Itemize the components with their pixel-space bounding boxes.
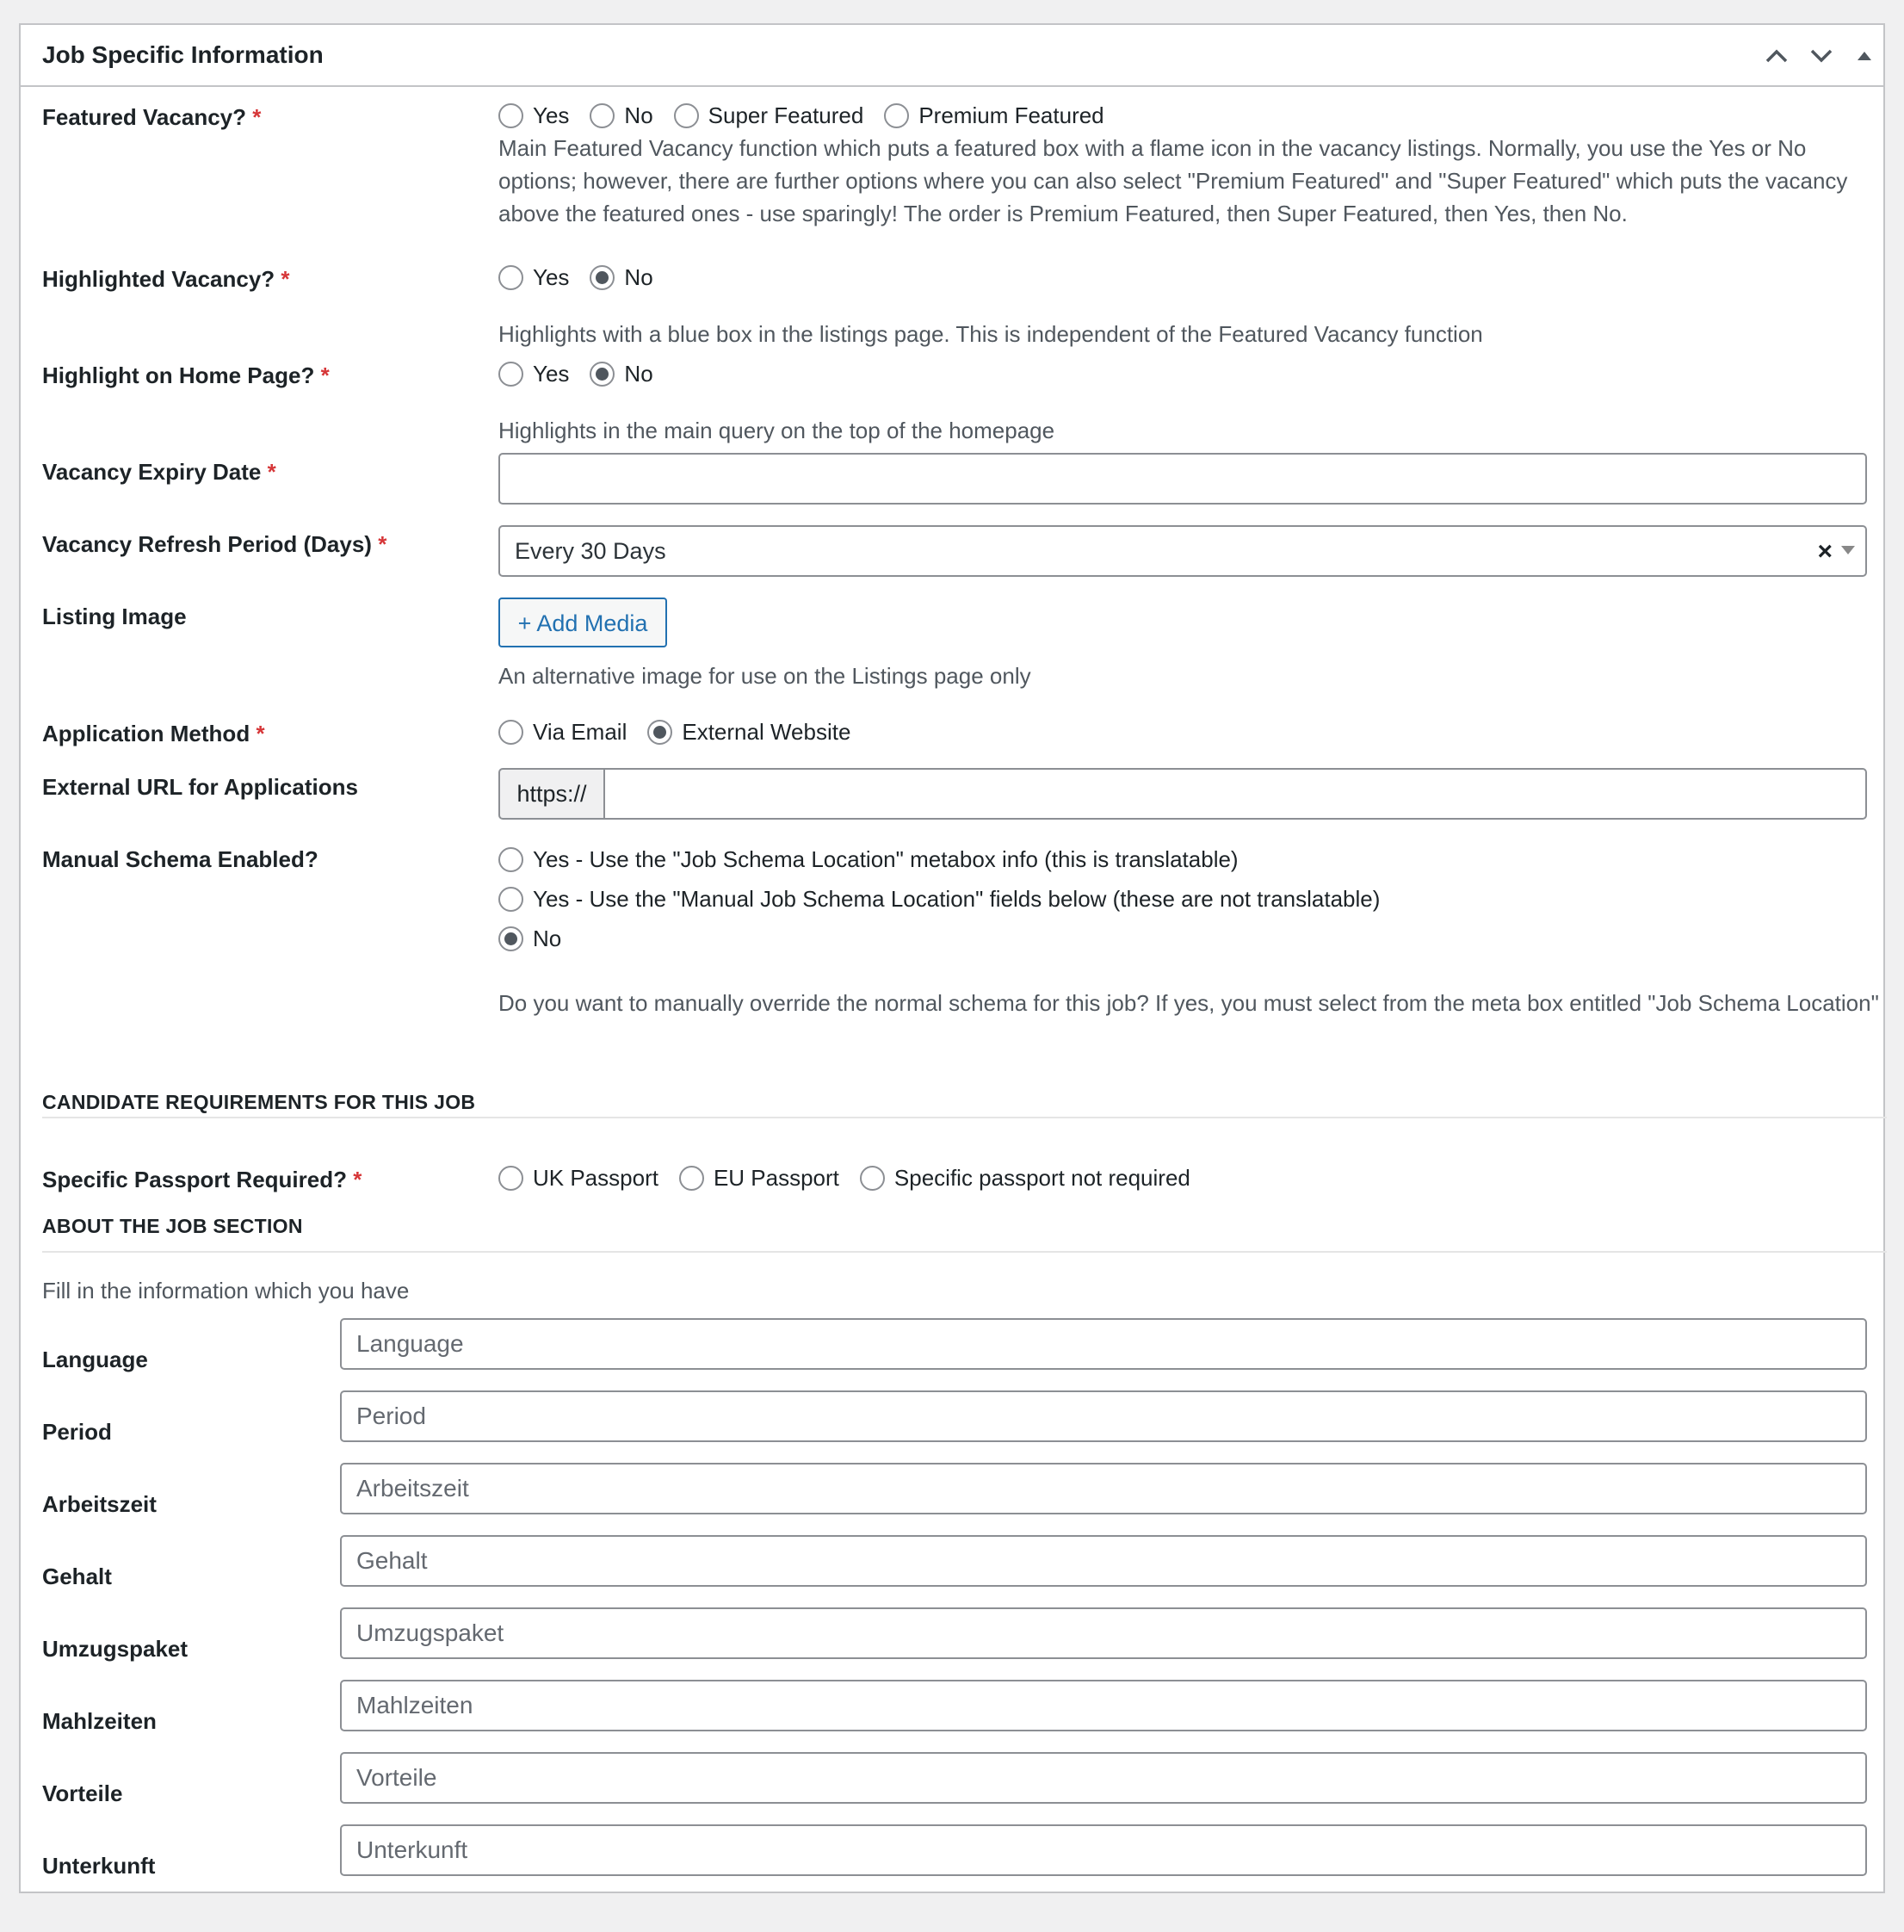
radio-button[interactable] <box>860 1166 885 1191</box>
radio-button[interactable] <box>498 1166 523 1191</box>
metabox-title: Job Specific Information <box>42 41 324 68</box>
radio-button[interactable] <box>498 847 523 872</box>
passport-option-uk[interactable]: UK Passport <box>498 1165 658 1192</box>
featured-option-premium[interactable]: Premium Featured <box>884 102 1103 129</box>
vorteile-input[interactable] <box>340 1752 1867 1804</box>
manual-schema-description: Do you want to manually override the normal schema for this job? If yes, you must select from the meta box entitled "Job Schema Location" <box>498 990 1879 1016</box>
external-url-input[interactable] <box>603 768 1867 820</box>
radio-button[interactable] <box>498 265 523 290</box>
external-url-group <box>498 768 1867 820</box>
gehalt-label: Gehalt <box>42 1564 112 1589</box>
mahlzeiten-input[interactable] <box>340 1680 1867 1731</box>
home-page-option-yes[interactable]: Yes <box>498 361 569 387</box>
language-label: Language <box>42 1347 148 1372</box>
umzugspaket-input[interactable] <box>340 1607 1867 1659</box>
manual-schema-option-metabox-label[interactable]: Yes - Use the "Job Schema Location" metabox info (this is translatable) <box>498 846 1239 873</box>
application-method-label: Application Method * <box>42 721 265 746</box>
arbeitszeit-input[interactable] <box>340 1463 1867 1514</box>
radio-button[interactable] <box>498 720 523 745</box>
manual-schema-option-no[interactable] <box>498 921 582 956</box>
radio-button[interactable] <box>498 362 523 387</box>
application-method-radio-group <box>498 715 871 749</box>
chevron-down-icon[interactable] <box>1804 39 1839 73</box>
passport-required-label: Specific Passport Required? * <box>42 1167 362 1192</box>
clear-selection-icon[interactable]: × <box>1817 537 1833 566</box>
about-job-intro: Fill in the information which you have <box>42 1278 410 1303</box>
vorteile-label: Vorteile <box>42 1780 123 1806</box>
highlighted-vacancy-label: Highlighted Vacancy? * <box>42 266 290 292</box>
expiry-date-input[interactable] <box>498 453 1867 505</box>
highlighted-option-no[interactable]: No <box>590 264 652 291</box>
radio-button[interactable] <box>590 103 615 128</box>
home-page-radio-group <box>498 356 674 391</box>
candidate-requirements-heading: CANDIDATE REQUIREMENTS FOR THIS JOB <box>42 1091 476 1113</box>
radio-button-checked[interactable] <box>647 720 672 745</box>
featured-vacancy-label: Featured Vacancy? * <box>42 104 262 130</box>
passport-option-eu[interactable]: EU Passport <box>679 1165 839 1192</box>
chevron-up-icon[interactable] <box>1759 39 1794 73</box>
unterkunft-label: Unterkunft <box>42 1853 156 1879</box>
refresh-period-selected-value: Every 30 Days <box>515 538 666 564</box>
highlighted-option-yes[interactable]: Yes <box>498 264 569 291</box>
radio-button-checked[interactable] <box>590 362 615 387</box>
metabox-header <box>21 25 1883 87</box>
home-page-option-no[interactable]: No <box>590 361 652 387</box>
gehalt-input[interactable] <box>340 1535 1867 1587</box>
triangle-up-icon[interactable] <box>1847 39 1882 73</box>
umzugspaket-label: Umzugspaket <box>42 1636 189 1662</box>
manual-schema-option-manual-fields[interactable] <box>498 882 1400 916</box>
dropdown-arrow-icon[interactable] <box>1841 546 1855 554</box>
external-url-label: External URL for Applications <box>42 774 358 800</box>
section-divider <box>42 1251 1887 1253</box>
manual-schema-option-metabox[interactable] <box>498 842 1259 876</box>
mahlzeiten-label: Mahlzeiten <box>42 1708 157 1734</box>
section-divider <box>42 1117 1887 1118</box>
unterkunft-input[interactable] <box>340 1824 1867 1876</box>
featured-option-yes[interactable]: Yes <box>498 102 569 129</box>
manual-schema-label: Manual Schema Enabled? <box>42 846 318 872</box>
application-option-email[interactable]: Via Email <box>498 719 627 746</box>
passport-option-not-required[interactable]: Specific passport not required <box>860 1165 1190 1192</box>
radio-button[interactable] <box>679 1166 704 1191</box>
passport-radio-group <box>498 1161 1211 1195</box>
language-input[interactable] <box>340 1318 1867 1370</box>
application-option-external-website[interactable]: External Website <box>647 719 850 746</box>
featured-option-no[interactable]: No <box>590 102 652 129</box>
highlighted-vacancy-description: Highlights with a blue box in the listings page. This is independent of the Featured Vacancy function <box>498 321 1483 347</box>
about-job-heading: ABOUT THE JOB SECTION <box>42 1215 303 1237</box>
url-prefix: https:// <box>498 768 603 820</box>
radio-button-checked[interactable] <box>498 926 523 951</box>
expiry-date-label: Vacancy Expiry Date * <box>42 459 276 485</box>
manual-schema-option-manual-fields-label[interactable]: Yes - Use the "Manual Job Schema Location" fields below (these are not translatable) <box>498 886 1380 913</box>
job-specific-information-metabox <box>19 23 1885 1893</box>
period-input[interactable] <box>340 1390 1867 1442</box>
highlighted-vacancy-radio-group <box>498 260 674 294</box>
featured-vacancy-radio-group <box>498 98 1125 133</box>
radio-button[interactable] <box>674 103 699 128</box>
featured-option-super[interactable]: Super Featured <box>674 102 864 129</box>
refresh-period-select[interactable] <box>498 525 1867 577</box>
home-page-description: Highlights in the main query on the top of the homepage <box>498 418 1055 443</box>
radio-button-checked[interactable] <box>590 265 615 290</box>
refresh-period-label: Vacancy Refresh Period (Days) * <box>42 531 387 557</box>
add-media-button[interactable]: + Add Media <box>498 598 667 647</box>
radio-button[interactable] <box>498 887 523 912</box>
featured-vacancy-description: Main Featured Vacancy function which puts a featured box with a flame icon in the vacancy listings. Normally, you use the Yes or No options; however, there are further options where you can also select "Premium Featured" and "Super Featured" which puts the vacancy above the featured ones - use sparingly! The order is Premium Featured, then Super Featured, then Yes, then No. <box>498 135 1848 226</box>
listing-image-description: An alternative image for use on the Listings page only <box>498 663 1031 689</box>
listing-image-label: Listing Image <box>42 604 187 629</box>
manual-schema-option-no-label[interactable]: No <box>498 926 561 952</box>
home-page-label: Highlight on Home Page? * <box>42 362 330 388</box>
period-label: Period <box>42 1419 112 1445</box>
radio-button[interactable] <box>498 103 523 128</box>
arbeitszeit-label: Arbeitszeit <box>42 1491 157 1517</box>
radio-button[interactable] <box>884 103 909 128</box>
